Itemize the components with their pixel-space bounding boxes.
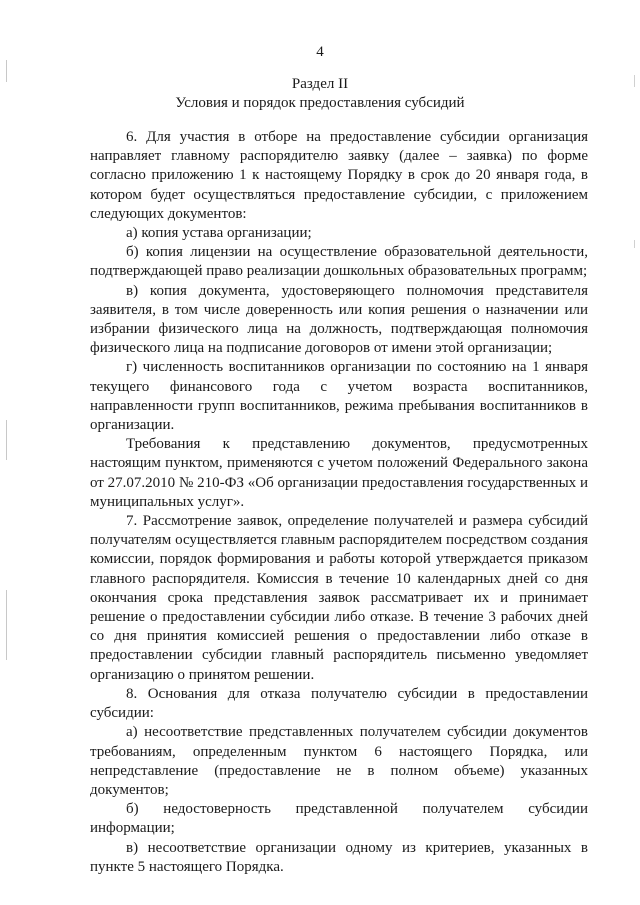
- paragraph-requirements: Требования к представлению документов, предусмотренных настоящим пунктом, применяются с учетом положений Федерального закона от 27.07.2010 № 210-ФЗ «Об организации предоставления государственных и муниципальных услуг».: [90, 436, 588, 510]
- paragraph-6v: в) копия документа, удостоверяющего полномочия представителя заявителя, в том числе доверенность или копия решения о назначении или избрании физического лица на должность, подтверждающая полномочия физического лица на подписание договоров от имени этой организации;: [90, 282, 588, 357]
- section-title: Условия и порядок предоставления субсидий: [175, 95, 465, 111]
- paragraph-6a: а) копия устава организации;: [126, 225, 312, 242]
- scan-mark-right-2: [634, 240, 635, 248]
- paragraph-7: 7. Рассмотрение заявок, определение получателей и размера субсидий получателям осуществляется главным распорядителем посредством создания комиссии, порядок формирования и работы которой утверждается приказом главного распорядителя. Комиссия в течение 10 календарных дней со дня окончания срока представления заявок рассматривает их и принимает решение о предоставлении субсидии либо отказе. В течение 3 рабочих дней со дня принятия комиссией решения о предоставлении либо отказе в предоставлении субсидии главный распорядитель письменно уведомляет организацию о принятом решении.: [90, 513, 588, 683]
- paragraph-6b: б) копия лицензии на осуществление образовательной деятельности, подтверждающей право реализации дошкольных образовательных программ;: [90, 244, 588, 280]
- document-body: [90, 128, 588, 877]
- paragraph-8v: в) несоответствие организации одному из критериев, указанных в пункте 5 настоящего Порядка.: [90, 839, 588, 875]
- scan-mark-left-3: [6, 590, 7, 660]
- paragraph-8b: б) недостоверность представленной получателем субсидии информации;: [90, 801, 588, 837]
- section-label: Раздел II: [291, 76, 349, 92]
- paragraph-8a: а) несоответствие представленных получателем субсидии документов требованиям, определенным пунктом 6 настоящего Порядка, или непредставление (предоставление не в полном объеме) указанных документов;: [90, 724, 588, 798]
- paragraph-8: 8. Основания для отказа получателю субсидии в предоставлении субсидии:: [90, 685, 588, 722]
- paragraph-6: 6. Для участия в отборе на предоставление субсидии организация направляет главному распорядителю заявку (далее – заявка) по форме согласно приложению 1 к настоящему Порядку в срок до 20 января года, в котором будет осуществляться предоставление субсидии, с приложением следующих документов:: [90, 129, 588, 222]
- scan-mark-left-2: [6, 420, 7, 460]
- page-number: 4: [316, 44, 324, 60]
- paragraph-6g: г) численность воспитанников организации по состоянию на 1 января текущего финансового года с учетом возраста воспитанников, направленности групп воспитанников, режима пребывания воспитанников в организации.: [90, 359, 588, 434]
